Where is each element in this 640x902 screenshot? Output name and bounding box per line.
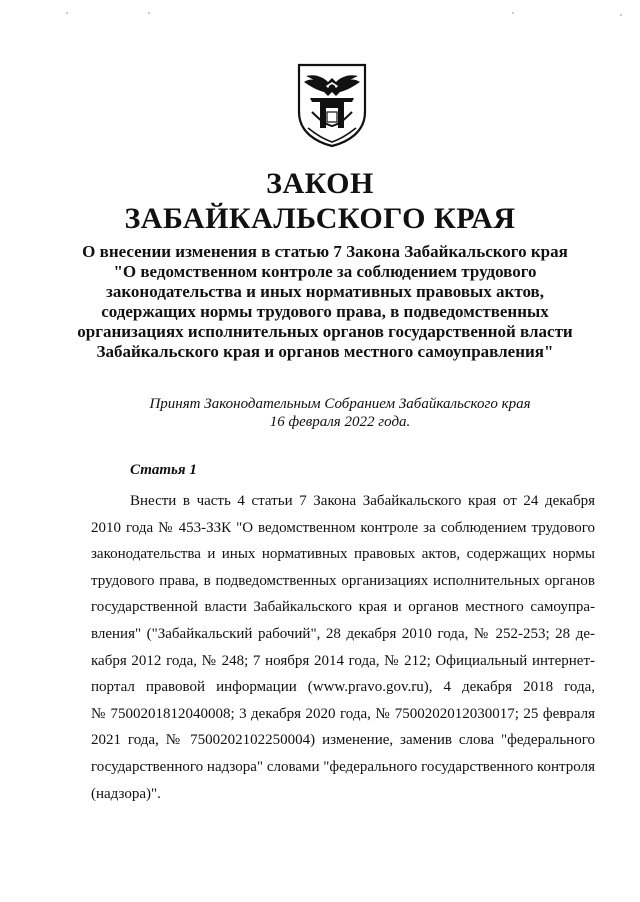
body-line: 2010 года № 453-ЗЗК "О ведомственном контроле за соблюдением трудового bbox=[91, 519, 595, 536]
body-line: Внести в часть 4 статьи 7 Закона Забайкальского края от 24 декабря bbox=[130, 493, 595, 509]
article-heading: Статья 1 bbox=[130, 462, 197, 478]
article-body bbox=[91, 488, 595, 807]
subtitle-line: О внесении изменения в статью 7 Закона Забайкальского края bbox=[82, 242, 568, 261]
body-line: законодательства и иных нормативных правовых актов, содержащих нормы bbox=[91, 546, 595, 563]
body-line: государственного надзора" словами "федерального государственного контроля bbox=[91, 758, 595, 775]
subtitle-line: организациях исполнительных органов государственной власти bbox=[77, 322, 573, 341]
adoption-note bbox=[60, 395, 620, 431]
body-line: 2021 года, № 7500202102250004) изменение, заменив слова "федерального bbox=[91, 732, 595, 749]
coat-of-arms-emblem bbox=[296, 62, 368, 148]
scan-speck bbox=[66, 12, 68, 14]
adoption-date: 16 февраля 2022 года. bbox=[269, 414, 411, 430]
subtitle-line: Забайкальского края и органов местного самоуправления" bbox=[96, 342, 554, 361]
body-line: трудового права, в подведомственных организациях исполнительных органов bbox=[91, 572, 595, 589]
body-line: (надзора)". bbox=[91, 785, 161, 802]
body-line: № 7500201812040008; 3 декабря 2020 года, № 7500202012030017; 25 февраля bbox=[91, 705, 595, 722]
subtitle-line: "О ведомственном контроле за соблюдением трудового bbox=[113, 262, 537, 281]
subtitle-line: содержащих нормы трудового права, в подведомственных bbox=[101, 302, 549, 321]
body-line: государственной власти Забайкальского края и органов местного самоупра- bbox=[91, 599, 595, 616]
body-line: кабря 2012 года, № 248; 7 ноября 2014 года, № 212; Официальный интернет- bbox=[91, 652, 595, 669]
scan-speck bbox=[512, 12, 514, 14]
scan-speck bbox=[620, 14, 622, 16]
body-line: вления" ("Забайкальский рабочий", 28 декабря 2010 года, № 252-253; 28 де- bbox=[91, 625, 595, 642]
document-title: ЗАКОН bbox=[266, 167, 374, 200]
document-region: ЗАБАЙКАЛЬСКОГО КРАЯ bbox=[124, 202, 516, 235]
law-subtitle bbox=[60, 242, 590, 362]
subtitle-line: законодательства и иных нормативных правовых актов, bbox=[106, 282, 544, 301]
adoption-line: Принят Законодательным Собранием Забайкальского края bbox=[149, 396, 531, 412]
body-line: портал правовой информации (www.pravo.gov.ru), 4 декабря 2018 года, bbox=[91, 679, 595, 696]
scan-speck bbox=[148, 12, 150, 14]
